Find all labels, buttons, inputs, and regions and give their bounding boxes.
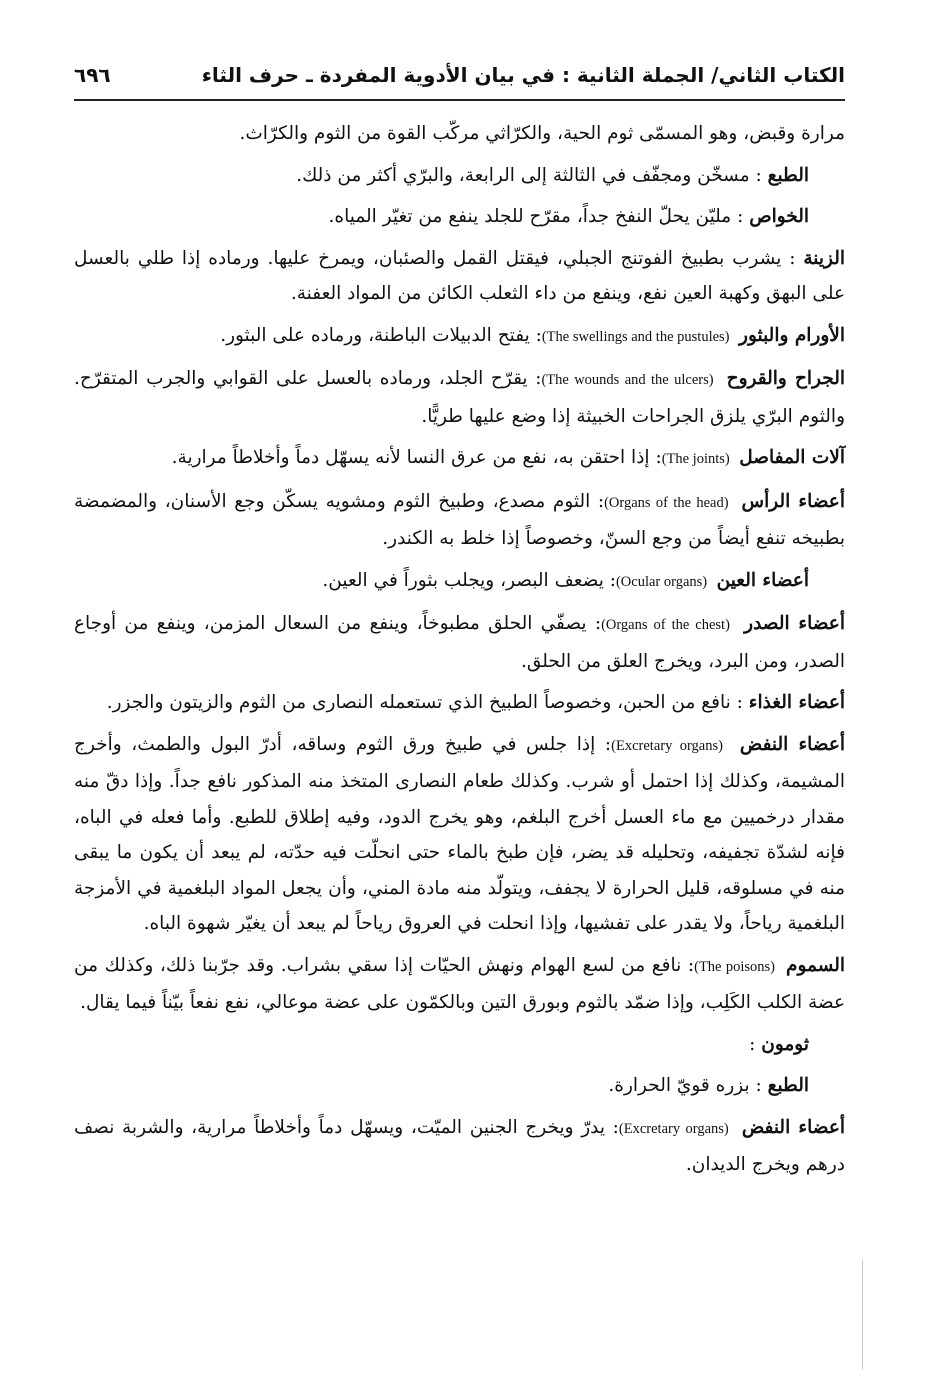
english-gloss: (Organs of the head) — [604, 494, 734, 511]
entry-term: الأورام والبثور — [739, 324, 845, 346]
paragraph — [74, 199, 845, 235]
entry-text: : يصفّي الحلق مطبوخاً، وينفع من السعال المزمن، وينفع من أوجاع الصدر، ومن البرد، ويخرج العلق من الحلق. — [74, 613, 845, 672]
entry-term: أعضاء الغذاء — [748, 692, 845, 713]
paragraph — [74, 606, 845, 679]
entry-text: : إذا جلس في طبيخ ورق الثوم وساقه، أدرّ البول والطمث، وأخرج المشيمة، وكذلك إذا احتمل أو شرب. وكذلك طعام النصارى المتخذ منه المذكور نافع جداً. وإذا دقّ منه مقدار درخميين مع ماء العسل أخرج البلغم، وهو يخرج الدود، وفيه إطلاق للطبع. وأما فعله في الباه، فإنه لشدّة تجفيفه، وتحليله قد يضر، فإن طبخ بالماء حتى انحلّت فيه حدّته، لم يبعد أن يكون ما يبقى منه في مسلوقه، قليل الحرارة لا يجفف، ويتولّد منه مادة المني، وأن يجعل المواد البلغمية في الأمزجة البلغمية رياحاً، ولا يقدر على تفشيها، وإذا انحلت في العروق رياحاً لم يبعد أن يغيّر شهوة الباه. — [74, 733, 845, 934]
entry-term: الزينة — [803, 247, 845, 269]
entry-term: أعضاء النفض — [741, 1116, 845, 1138]
entry-text: : يضعف البصر، ويجلب بثوراً في العين. — [322, 569, 616, 591]
english-gloss: (Organs of the chest) — [601, 617, 736, 633]
english-gloss: (The wounds and the ulcers) — [541, 372, 719, 388]
entry-term: الطبع — [767, 164, 809, 186]
entry-text: : يفتح الدبيلات الباطنة، ورماده على البثور. — [220, 324, 542, 346]
page-number: ٦٩٦ — [74, 63, 111, 87]
paragraph — [74, 158, 845, 194]
paragraph — [74, 484, 845, 557]
entry-term: ثومون — [761, 1033, 809, 1055]
entry-term: آلات المفاصل — [739, 447, 845, 468]
paragraph — [74, 727, 845, 942]
english-gloss: (The poisons) — [694, 958, 780, 975]
scan-edge-line — [862, 1260, 863, 1370]
entry-term: أعضاء النفض — [739, 733, 846, 755]
paragraph — [74, 241, 845, 312]
entry-text: : يشرب بطبيخ الفوتنج الجبلي، فيقتل القمل والصئبان، ويمرخ عليها. ورماده إذا طلي بالعسل على البهق وكهبة العين نفع، وينفع من داء الثعلب الكائن من المواد العفنة. — [74, 247, 845, 304]
english-gloss: (The joints) — [661, 451, 734, 467]
running-title: الكتاب الثاني/ الجملة الثانية : في بيان الأدوية المفردة ـ حرف الثاء — [201, 63, 845, 87]
paragraph — [74, 318, 845, 356]
entry-text: مرارة وقبض، وهو المسمّى ثوم الحية، والكرّاثي مركّب القوة من الثوم والكرّاث. — [239, 123, 845, 144]
entry-text: : بزره قويّ الحرارة. — [608, 1075, 762, 1096]
paragraph — [74, 563, 845, 601]
entry-term: الطبع — [767, 1075, 809, 1096]
english-gloss: (The swellings and the pustules) — [541, 328, 734, 345]
entry-text: : مليّن يحلّ النفخ جداً، مقرّح للجلد ينفع من تغيّر المياه. — [328, 206, 744, 227]
paragraph — [74, 361, 845, 434]
entry-term: الخواص — [749, 206, 809, 227]
entry-term: أعضاء الرأس — [741, 490, 845, 512]
paragraph — [74, 948, 845, 1021]
entry-term: الجراح والقروح — [726, 368, 845, 389]
paragraph — [74, 1110, 845, 1183]
page-body — [74, 116, 845, 1189]
entry-text: : نافع من الحبن، وخصوصاً الطبيخ الذي تستعمله النصارى من الثوم والزيتون والجزر. — [106, 692, 743, 713]
paragraph — [74, 440, 845, 478]
entry-term: أعضاء العين — [716, 569, 809, 591]
paragraph — [74, 116, 845, 152]
english-gloss: (Ocular organs) — [615, 573, 711, 590]
english-gloss: (Excretary organs) — [611, 737, 731, 754]
entry-text: : يدرّ ويخرج الجنين الميّت، ويسهّل دماً وأخلاطاً مرارية، والشربة نصف درهم ويخرج الديدان. — [74, 1116, 845, 1175]
entry-text: : يقرّح الجلد، ورماده بالعسل على القوابي والجرب المتقرّح. والثوم البرّي يلزق الجراحات الخبيثة إذا وضع عليها طريًّا. — [74, 368, 845, 427]
paragraph — [74, 1027, 845, 1063]
entry-text: : الثوم مصدع، وطبيخ الثوم ومشويه يسكّن وجع الأسنان، والمضمضة بطبيخه تنفع أيضاً من وجع السنّ، وخصوصاً إذا خلط به الكندر. — [74, 490, 845, 549]
paragraph — [74, 1068, 845, 1104]
entry-text: : إذا احتقن به، نفع من عرق النسا لأنه يسهّل دماً وأخلاطاً مرارية. — [171, 447, 662, 468]
entry-term: أعضاء الصدر — [744, 613, 845, 634]
entry-text: : مسخّن ومجفّف في الثالثة إلى الرابعة، والبرّي أكثر من ذلك. — [296, 164, 762, 186]
entry-text: : نافع من لسع الهوام ونهش الحيّات إذا سقي بشراب. وقد جرّبنا ذلك، وكذلك من عضة الكلب الكَلِب، وإذا ضمّد بالثوم وبورق التين وبالكمّون على عضة موعالي، نفع نفعاً بيّناً فيما يقال. — [74, 954, 845, 1013]
entry-text: : — [749, 1033, 756, 1055]
english-gloss: (Excretary organs) — [618, 1120, 735, 1137]
paragraph — [74, 685, 845, 721]
header-rule — [74, 99, 845, 101]
entry-term: السموم — [785, 954, 845, 976]
running-head — [74, 56, 845, 94]
